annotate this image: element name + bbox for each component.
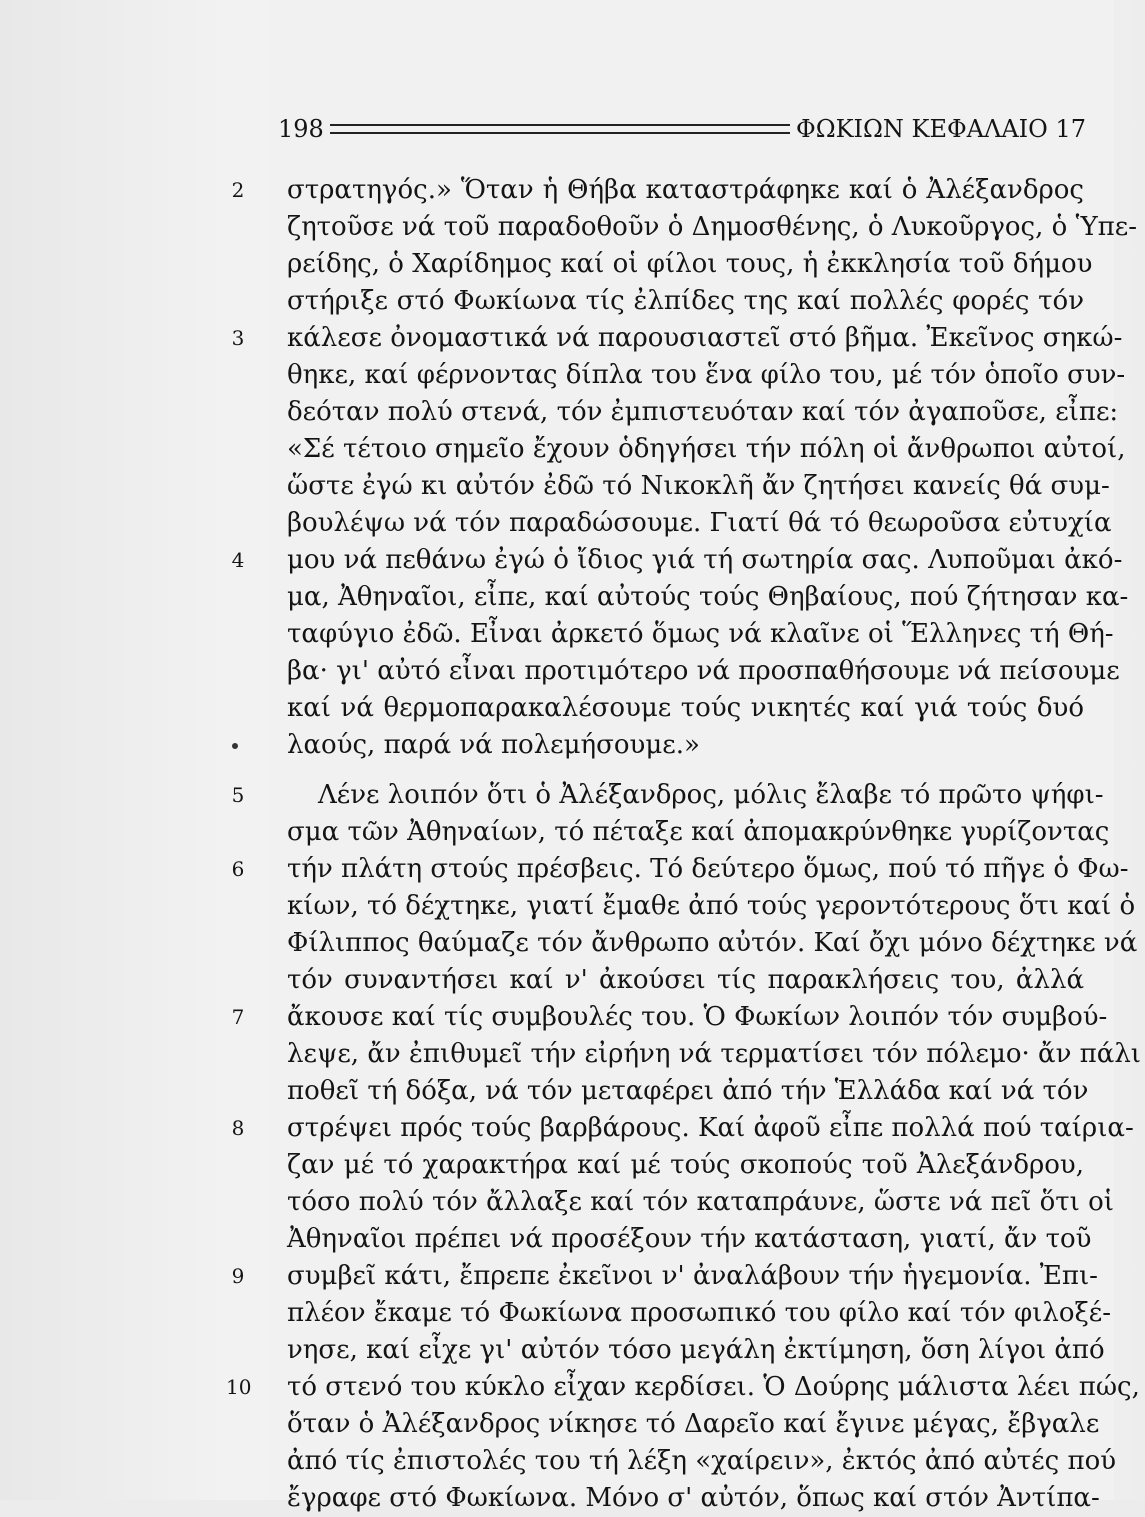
text-line: ὥστε ἐγώ κι αὐτόν ἐδῶ τό Νικοκλῆ ἄν ζητήσει κανείς θά συμ- (287, 471, 1110, 501)
margin-number: 9 (231, 1264, 245, 1288)
margin-number: 10 (226, 1375, 252, 1399)
text-line: νησε, καί εἶχε γι' αὐτόν τόσο μεγάλη ἐκτίμηση, ὅση λίγοι ἀπό (287, 1335, 1105, 1365)
margin-number: 5 (231, 783, 245, 807)
text-line: ἄκουσε καί τίς συμβουλές του. Ὁ Φωκίων λοιπόν τόν συμβού- (287, 1002, 1108, 1032)
margin-dot (232, 743, 238, 749)
page-number: 198 (278, 115, 324, 143)
body-text (0, 172, 1145, 1517)
text-line: μου νά πεθάνω ἐγώ ὁ ἴδιος γιά τή σωτηρία σας. Λυποῦμαι ἀκό- (287, 545, 1123, 575)
text-line: κίων, τό δέχτηκε, γιατί ἔμαθε ἀπό τούς γεροντότερους ὅτι καί ὁ (287, 891, 1136, 921)
text-line: τήν πλάτη στούς πρέσβεις. Τό δεύτερο ὅμως, πού τό πῆγε ὁ Φω- (287, 854, 1129, 884)
text-line: «Σέ τέτοιο σημεῖο ἔχουν ὁδηγήσει τήν πόλη οἱ ἄνθρωποι αὐτοί, (287, 434, 1126, 464)
text-line: πλέον ἔκαμε τό Φωκίωνα προσωπικό του φίλο καί τόν φιλοξέ- (287, 1298, 1112, 1328)
text-line: στήριξε στό Φωκίωνα τίς ἐλπίδες της καί πολλές φορές τόν (287, 286, 1084, 316)
text-line: δεόταν πολύ στενά, τόν ἐμπιστευόταν καί τόν ἀγαποῦσε, εἶπε: (287, 397, 1119, 427)
text-line: τόν συναντήσει καί ν' ἀκούσει τίς παρακλήσεις του, ἀλλά (287, 965, 1084, 995)
text-line: συμβεῖ κάτι, ἔπρεπε ἐκεῖνοι ν' ἀναλάβουν τήν ἡγεμονία. Ἐπι- (287, 1261, 1098, 1291)
text-line: στρατηγός.» Ὅταν ἡ Θήβα καταστράφηκε καί ὁ Ἀλέξανδρος (287, 175, 1084, 205)
text-line: Ἀθηναῖοι πρέπει νά προσέξουν τήν κατάσταση, γιατί, ἄν τοῦ (287, 1224, 1092, 1254)
text-line: ζητοῦσε νά τοῦ παραδοθοῦν ὁ Δημοσθένης, ὁ Λυκοῦργος, ὁ Ὑπε- (287, 212, 1138, 242)
text-line: κάλεσε ὀνομαστικά νά παρουσιαστεῖ στό βῆμα. Ἐκεῖνος σηκώ- (287, 323, 1123, 353)
text-line: καί νά θερμοπαρακαλέσουμε τούς νικητές καί γιά τούς δυό (287, 693, 1084, 723)
text-line: ἀπό τίς ἐπιστολές του τή λέξη «χαίρειν», ἐκτός ἀπό αὐτές πού (287, 1446, 1117, 1476)
text-line: ἔγραφε στό Φωκίωνα. Μόνο σ' αὐτόν, ὅπως καί στόν Ἀντίπα- (287, 1483, 1100, 1513)
margin-number: 6 (231, 857, 245, 881)
text-line: ρείδης, ὁ Χαρίδημος καί οἱ φίλοι τους, ἡ ἐκκλησία τοῦ δήμου (287, 249, 1093, 279)
running-title: ΦΩΚΙΩΝ ΚΕΦΑΛΑΙΟ 17 (796, 115, 1086, 143)
text-line: ταφύγιο ἐδῶ. Εἶναι ἀρκετό ὅμως νά κλαῖνε οἱ Ἕλληνες τή Θή- (287, 619, 1114, 649)
text-line: ποθεῖ τή δόξα, νά τόν μεταφέρει ἀπό τήν Ἑλλάδα καί νά τόν (287, 1076, 1089, 1106)
text-line: Φίλιππος θαύμαζε τόν ἄνθρωπο αὐτόν. Καί ὄχι μόνο δέχτηκε νά (287, 928, 1138, 958)
paragraph-gap (0, 764, 1145, 777)
margin-number: 4 (231, 548, 245, 572)
text-line: βουλέψω νά τόν παραδώσουμε. Γιατί θά τό θεωροῦσα εὐτυχία (287, 508, 1112, 538)
text-line: τόσο πολύ τόν ἄλλαξε καί τόν καταπράυνε, ὥστε νά πεῖ ὅτι οἱ (287, 1187, 1114, 1217)
header-rule (330, 124, 790, 134)
margin-number: 3 (231, 326, 245, 350)
text-line: μα, Ἀθηναῖοι, εἶπε, καί αὐτούς τούς Θηβαίους, πού ζήτησαν κα- (287, 582, 1129, 612)
text-line: λαούς, παρά νά πολεμήσουμε.» (287, 730, 700, 760)
text-line: βα· γι' αὐτό εἶναι προτιμότερο νά προσπαθήσουμε νά πείσουμε (287, 656, 1120, 686)
text-line: σμα τῶν Ἀθηναίων, τό πέταξε καί ἀπομακρύνθηκε γυρίζοντας (287, 817, 1110, 847)
margin-number: 7 (231, 1005, 245, 1029)
text-line: Λένε λοιπόν ὅτι ὁ Ἀλέξανδρος, μόλις ἔλαβε τό πρῶτο ψήφι- (318, 780, 1104, 810)
text-line: τό στενό του κύκλο εἶχαν κερδίσει. Ὁ Δούρης μάλιστα λέει πώς, (287, 1372, 1140, 1402)
text-line: ζαν μέ τό χαρακτήρα καί μέ τούς σκοπούς τοῦ Ἀλεξάνδρου, (287, 1150, 1084, 1180)
text-line: λεψε, ἄν ἐπιθυμεῖ τήν εἰρήνη νά τερματίσει τόν πόλεμο· ἄν πάλι (287, 1039, 1141, 1069)
running-header (278, 112, 1086, 146)
text-line: ὅταν ὁ Ἀλέξανδρος νίκησε τό Δαρεῖο καί ἔγινε μέγας, ἔβγαλε (287, 1409, 1100, 1439)
margin-number: 2 (231, 178, 245, 202)
text-line: θηκε, καί φέρνοντας δίπλα του ἕνα φίλο του, μέ τόν ὁποῖο συν- (287, 360, 1126, 390)
margin-number: 8 (231, 1116, 245, 1140)
text-line: στρέψει πρός τούς βαρβάρους. Καί ἀφοῦ εἶπε πολλά πού ταίρια- (287, 1113, 1134, 1143)
